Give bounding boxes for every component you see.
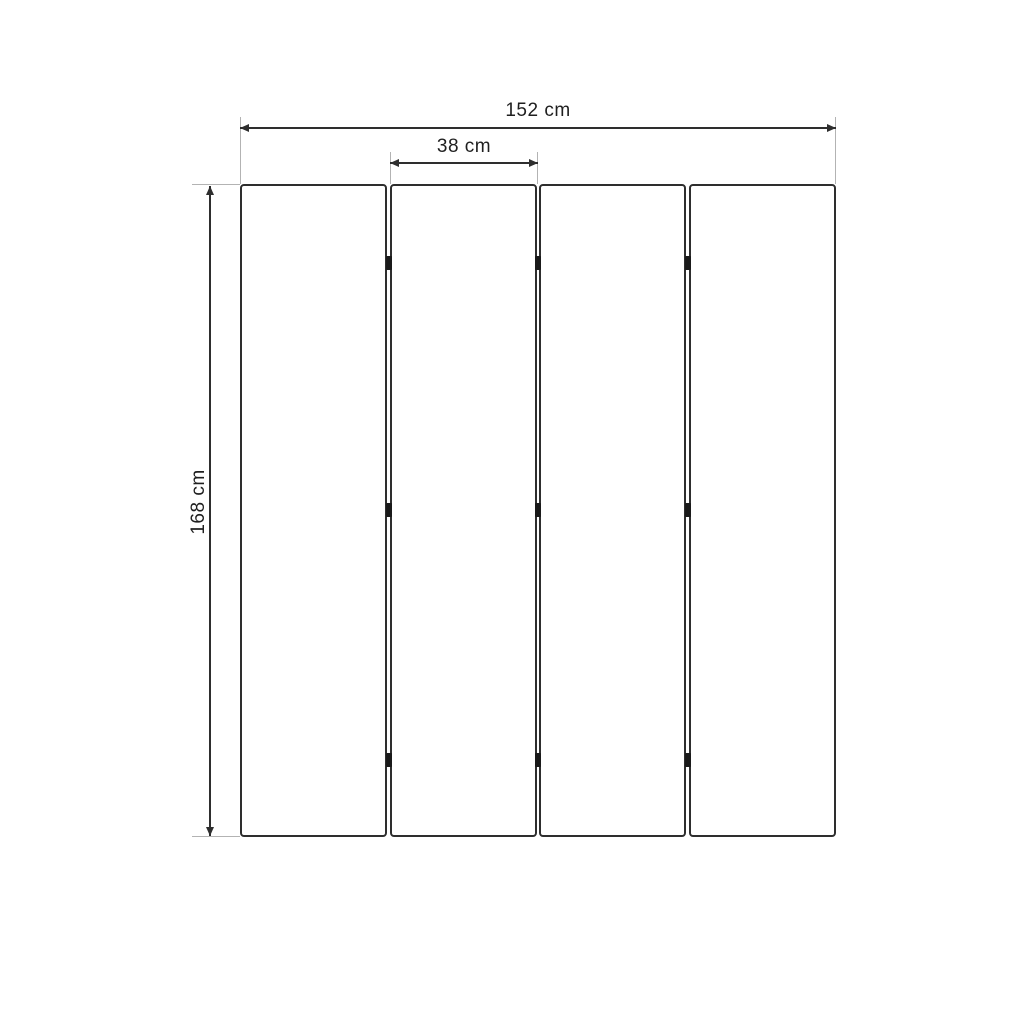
hinge bbox=[386, 753, 392, 767]
hinge bbox=[685, 503, 691, 517]
hinge bbox=[535, 753, 541, 767]
hinge bbox=[685, 753, 691, 767]
screen-panel-4 bbox=[689, 184, 836, 837]
screen-panel-1 bbox=[240, 184, 387, 837]
hinge bbox=[386, 256, 392, 270]
panel-width-label: 38 cm bbox=[436, 136, 492, 157]
extension-line bbox=[192, 836, 240, 837]
hinge bbox=[386, 503, 392, 517]
panel-width-dimension-line bbox=[390, 162, 538, 164]
total-width-label: 152 cm bbox=[505, 100, 571, 121]
height-label: 168 cm bbox=[188, 469, 209, 535]
screen-panel-3 bbox=[539, 184, 686, 837]
screen-panel-2 bbox=[390, 184, 537, 837]
hinge bbox=[535, 503, 541, 517]
extension-line bbox=[192, 184, 240, 185]
hinge bbox=[535, 256, 541, 270]
total-width-dimension-line bbox=[240, 127, 836, 129]
hinge bbox=[685, 256, 691, 270]
